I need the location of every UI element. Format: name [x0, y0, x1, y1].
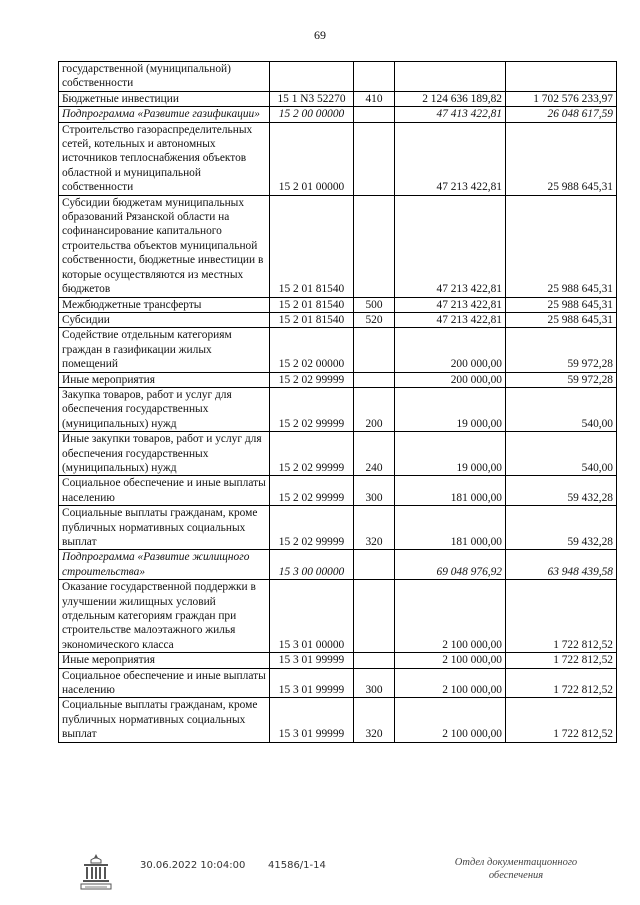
table-row: [59, 476, 617, 506]
table-row: [59, 122, 617, 195]
row-name: Субсидии: [59, 312, 270, 327]
row-code: 15 2 01 81540: [270, 297, 354, 312]
row-amount-1: 2 100 000,00: [395, 653, 506, 668]
row-amount-1: 19 000,00: [395, 432, 506, 476]
budget-table-body: [59, 62, 617, 743]
row-code: 15 2 02 99999: [270, 372, 354, 387]
row-code: 15 2 01 00000: [270, 122, 354, 195]
row-name: Иные мероприятия: [59, 372, 270, 387]
row-code: 15 2 02 99999: [270, 506, 354, 550]
row-code: 15 2 01 81540: [270, 195, 354, 297]
table-row: [59, 328, 617, 372]
row-amount-2: 1 722 812,52: [506, 668, 617, 698]
row-expense-type: 500: [354, 297, 395, 312]
row-name: Иные мероприятия: [59, 653, 270, 668]
row-expense-type: [354, 580, 395, 653]
footer: [0, 848, 640, 898]
row-name: Закупка товаров, работ и услуг для обеспечения государственных (муниципальных) нужд: [59, 387, 270, 431]
table-row: [59, 580, 617, 653]
table-row: [59, 297, 617, 312]
row-name: Социальные выплаты гражданам, кроме публичных нормативных социальных выплат: [59, 506, 270, 550]
row-expense-type: 300: [354, 476, 395, 506]
row-amount-1: 47 213 422,81: [395, 195, 506, 297]
row-amount-2: 25 988 645,31: [506, 195, 617, 297]
row-amount-2: 59 432,28: [506, 476, 617, 506]
row-amount-1: [395, 62, 506, 92]
row-amount-1: 181 000,00: [395, 506, 506, 550]
row-expense-type: 320: [354, 698, 395, 742]
row-amount-2: [506, 62, 617, 92]
row-name: Межбюджетные трансферты: [59, 297, 270, 312]
row-amount-1: 2 100 000,00: [395, 580, 506, 653]
row-expense-type: 240: [354, 432, 395, 476]
row-amount-1: 181 000,00: [395, 476, 506, 506]
row-code: 15 3 01 99999: [270, 698, 354, 742]
row-name: Социальные выплаты гражданам, кроме публичных нормативных социальных выплат: [59, 698, 270, 742]
row-amount-2: 1 722 812,52: [506, 653, 617, 668]
table-row: [59, 698, 617, 742]
row-name: Социальное обеспечение и иные выплаты населению: [59, 668, 270, 698]
footer-doc-number: 41586/1-14: [268, 860, 326, 871]
page-number: 69: [314, 28, 326, 42]
row-expense-type: [354, 122, 395, 195]
row-name: Подпрограмма «Развитие газификации»: [59, 107, 270, 122]
row-amount-1: 200 000,00: [395, 372, 506, 387]
table-row: [59, 62, 617, 92]
table-row: [59, 312, 617, 327]
table-row: [59, 372, 617, 387]
row-code: 15 3 00 00000: [270, 550, 354, 580]
row-amount-1: 69 048 976,92: [395, 550, 506, 580]
row-expense-type: [354, 195, 395, 297]
row-expense-type: [354, 372, 395, 387]
row-expense-type: [354, 550, 395, 580]
row-amount-2: 59 972,28: [506, 328, 617, 372]
row-expense-type: 320: [354, 506, 395, 550]
row-code: 15 2 02 99999: [270, 476, 354, 506]
row-amount-2: 26 048 617,59: [506, 107, 617, 122]
row-amount-1: 200 000,00: [395, 328, 506, 372]
row-name: Бюджетные инвестиции: [59, 91, 270, 106]
row-code: 15 2 02 00000: [270, 328, 354, 372]
row-amount-1: 2 100 000,00: [395, 668, 506, 698]
row-amount-1: 47 413 422,81: [395, 107, 506, 122]
row-amount-2: 59 432,28: [506, 506, 617, 550]
row-expense-type: [354, 62, 395, 92]
row-code: 15 1 N3 52270: [270, 91, 354, 106]
row-name: Подпрограмма «Развитие жилищного строительства»: [59, 550, 270, 580]
row-amount-1: 2 100 000,00: [395, 698, 506, 742]
table-row: [59, 387, 617, 431]
row-code: 15 3 01 00000: [270, 580, 354, 653]
row-amount-1: 47 213 422,81: [395, 312, 506, 327]
table-row: [59, 432, 617, 476]
table-row: [59, 107, 617, 122]
table-row: [59, 506, 617, 550]
row-amount-1: 47 213 422,81: [395, 122, 506, 195]
row-amount-1: 47 213 422,81: [395, 297, 506, 312]
row-name: государственной (муниципальной) собственности: [59, 62, 270, 92]
row-name: Содействие отдельным категориям граждан в газификации жилых помещений: [59, 328, 270, 372]
row-expense-type: 300: [354, 668, 395, 698]
row-code: 15 2 01 81540: [270, 312, 354, 327]
row-amount-2: 25 988 645,31: [506, 312, 617, 327]
row-amount-2: 1 722 812,52: [506, 580, 617, 653]
row-expense-type: [354, 107, 395, 122]
row-amount-2: 59 972,28: [506, 372, 617, 387]
row-name: Субсидии бюджетам муниципальных образований Рязанской области на софинансирование капитального строительства объектов муниципальной собственности, бюджетные инвестиции в которые осуществляются из местных бюджетов: [59, 195, 270, 297]
table-row: [59, 668, 617, 698]
row-amount-2: 25 988 645,31: [506, 297, 617, 312]
row-name: Иные закупки товаров, работ и услуг для обеспечения государственных (муниципальных) нужд: [59, 432, 270, 476]
footer-department: Отдел документационного обеспечения: [454, 857, 578, 881]
row-amount-2: 540,00: [506, 432, 617, 476]
row-expense-type: 520: [354, 312, 395, 327]
row-amount-1: 19 000,00: [395, 387, 506, 431]
row-amount-2: 1 722 812,52: [506, 698, 617, 742]
budget-table: [58, 61, 617, 743]
row-amount-2: 25 988 645,31: [506, 122, 617, 195]
footer-datetime: 30.06.2022 10:04:00: [140, 860, 246, 871]
table-row: [59, 195, 617, 297]
table-row: [59, 91, 617, 106]
regional-duma-crest-icon: [78, 852, 114, 892]
row-amount-2: 1 702 576 233,97: [506, 91, 617, 106]
row-name: Социальное обеспечение и иные выплаты населению: [59, 476, 270, 506]
row-expense-type: 200: [354, 387, 395, 431]
row-code: [270, 62, 354, 92]
row-code: 15 2 02 99999: [270, 432, 354, 476]
row-name: Оказание государственной поддержки в улучшении жилищных условий отдельным категориям граждан при строительстве малоэтажного жилья экономического класса: [59, 580, 270, 653]
table-row: [59, 653, 617, 668]
row-code: 15 2 00 00000: [270, 107, 354, 122]
row-name: Строительство газораспределительных сетей, котельных и автономных источников теплоснабжения объектов областной и муниципальной собственности: [59, 122, 270, 195]
row-expense-type: [354, 328, 395, 372]
row-amount-1: 2 124 636 189,82: [395, 91, 506, 106]
table-row: [59, 550, 617, 580]
row-amount-2: 540,00: [506, 387, 617, 431]
row-code: 15 3 01 99999: [270, 668, 354, 698]
row-expense-type: [354, 653, 395, 668]
row-amount-2: 63 948 439,58: [506, 550, 617, 580]
row-code: 15 3 01 99999: [270, 653, 354, 668]
row-code: 15 2 02 99999: [270, 387, 354, 431]
row-expense-type: 410: [354, 91, 395, 106]
